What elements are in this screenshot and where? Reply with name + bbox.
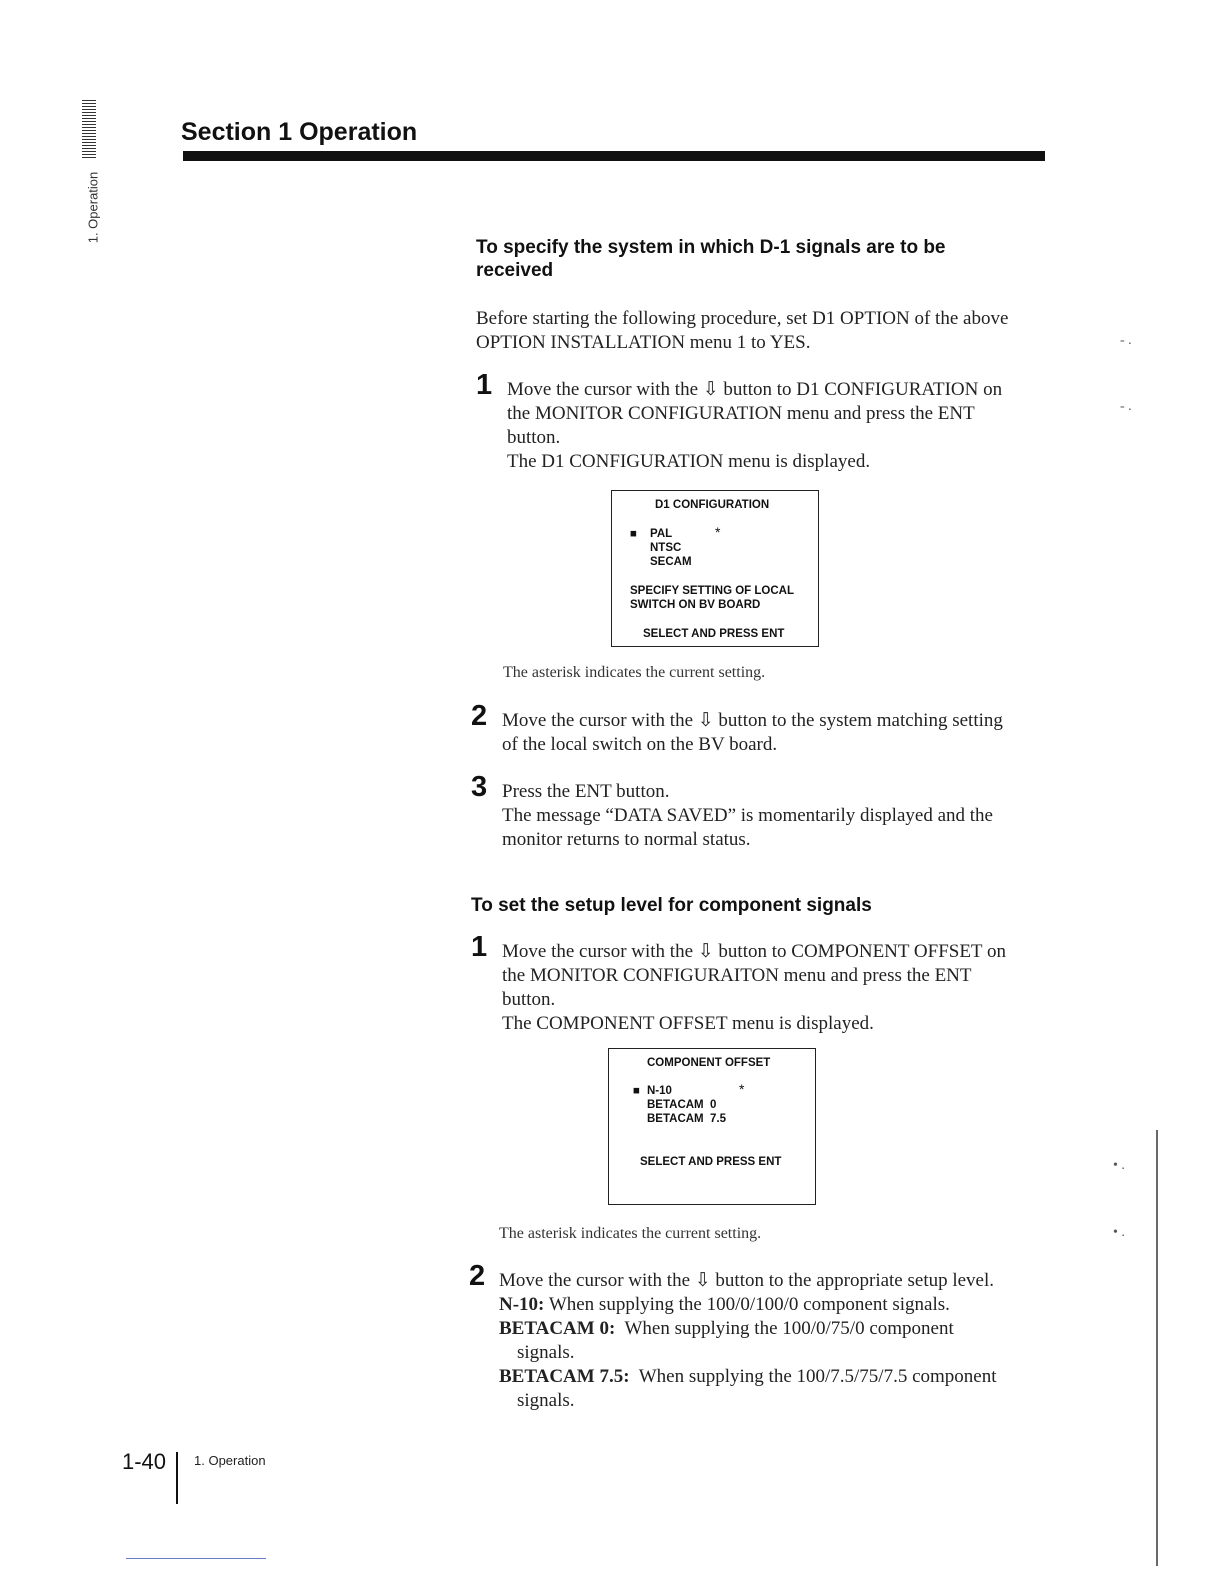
- definition-desc: When supplying the 100/0/100/0 component signals.: [548, 1294, 950, 1315]
- text-line: Move the cursor with the ⇩ button to COMPONENT OFFSET on: [502, 941, 1006, 962]
- cursor-icon: ■: [633, 1085, 640, 1097]
- step-number: 2: [469, 1260, 486, 1292]
- asterisk-icon: *: [739, 1081, 745, 1097]
- step-text: [499, 1269, 997, 1413]
- page-number: 1-40: [122, 1449, 167, 1474]
- step-number: 3: [471, 771, 488, 803]
- margin-mark: • .: [1113, 1158, 1125, 1173]
- step-text: [507, 378, 1002, 474]
- text-line: of the local switch on the BV board.: [502, 734, 778, 755]
- text-line: The message “DATA SAVED” is momentarily displayed and the: [502, 805, 993, 826]
- menu-note: SWITCH ON BV BOARD: [630, 599, 761, 611]
- heading-d1-system: [476, 236, 946, 282]
- menu-title: COMPONENT OFFSET: [647, 1057, 771, 1069]
- menu-footer: SELECT AND PRESS ENT: [640, 1156, 782, 1168]
- step-text: [502, 940, 1006, 1036]
- menu-option-n10: N-10: [647, 1085, 672, 1097]
- step-text: [502, 780, 993, 852]
- definition-desc: When supplying the 100/7.5/75/7.5 component: [638, 1366, 997, 1387]
- tab-bars-icon: [82, 100, 96, 158]
- heading-setup-level: To set the setup level for component signals: [471, 895, 872, 916]
- definition-term: BETACAM 0:: [499, 1318, 616, 1339]
- text-line: Move the cursor with the ⇩ button to the appropriate setup level.: [499, 1270, 995, 1291]
- text-line: The D1 CONFIGURATION menu is displayed.: [507, 451, 871, 472]
- step-number: 1: [471, 931, 488, 963]
- menu-option-betacam-0: BETACAM 0: [647, 1099, 717, 1111]
- definition-term: N-10:: [499, 1294, 545, 1315]
- text-line: the MONITOR CONFIGURAITON menu and press the ENT: [502, 965, 972, 986]
- footer-rule: [176, 1452, 178, 1504]
- side-tab: [80, 100, 104, 260]
- definition-desc: When supplying the 100/0/75/0 component: [624, 1318, 954, 1339]
- component-offset-menu: [608, 1048, 816, 1205]
- scan-edge-line: [1156, 1130, 1158, 1566]
- menu-footer: SELECT AND PRESS ENT: [643, 628, 785, 640]
- cursor-icon: ■: [630, 528, 637, 540]
- menu-option-pal: PAL: [650, 528, 673, 540]
- footer-underline: [126, 1558, 266, 1559]
- margin-mark: - .: [1120, 333, 1132, 348]
- step-number: 2: [471, 700, 488, 732]
- side-tab-label: 1. Operation: [85, 171, 101, 244]
- menu-option-ntsc: NTSC: [650, 542, 682, 554]
- text-line: the MONITOR CONFIGURATION menu and press the ENT: [507, 403, 975, 424]
- heading-line: To specify the system in which D-1 signals are to be: [476, 237, 946, 258]
- menu-note: SPECIFY SETTING OF LOCAL: [630, 585, 794, 597]
- section-rule: [183, 151, 1045, 161]
- menu-title: D1 CONFIGURATION: [655, 499, 770, 511]
- text-line: Move the cursor with the ⇩ button to the system matching setting: [502, 710, 1003, 731]
- step-number: 1: [476, 369, 493, 401]
- intro-paragraph: [476, 307, 1008, 355]
- menu-option-secam: SECAM: [650, 556, 692, 568]
- definition-term: BETACAM 7.5:: [499, 1366, 630, 1387]
- text-line: monitor returns to normal status.: [502, 829, 751, 850]
- definition-desc-cont: signals.: [517, 1342, 575, 1363]
- heading-line: received: [476, 260, 554, 281]
- caption: The asterisk indicates the current setting.: [503, 664, 766, 681]
- menu-option-betacam-7-5: BETACAM 7.5: [647, 1113, 727, 1125]
- text-line: Press the ENT button.: [502, 781, 670, 802]
- margin-mark: - .: [1120, 399, 1132, 414]
- text-line: Move the cursor with the ⇩ button to D1 CONFIGURATION on: [507, 379, 1003, 400]
- caption: The asterisk indicates the current setting.: [499, 1225, 762, 1242]
- text-line: Before starting the following procedure, set D1 OPTION of the above: [476, 308, 1009, 329]
- section-title: Section 1 Operation: [181, 118, 418, 146]
- asterisk-icon: *: [715, 524, 721, 540]
- text-line: The COMPONENT OFFSET menu is displayed.: [502, 1013, 874, 1034]
- margin-mark: • .: [1113, 1225, 1125, 1240]
- definition-desc-cont: signals.: [517, 1390, 575, 1411]
- text-line: button.: [502, 989, 556, 1010]
- definition-item: [499, 1317, 997, 1341]
- d1-configuration-menu: [611, 490, 819, 647]
- step-text: [502, 709, 1003, 757]
- definition-item: [499, 1293, 997, 1317]
- definition-item: [499, 1365, 997, 1389]
- text-line: button.: [507, 427, 561, 448]
- text-line: OPTION INSTALLATION menu 1 to YES.: [476, 332, 811, 353]
- footer-label: 1. Operation: [194, 1453, 266, 1468]
